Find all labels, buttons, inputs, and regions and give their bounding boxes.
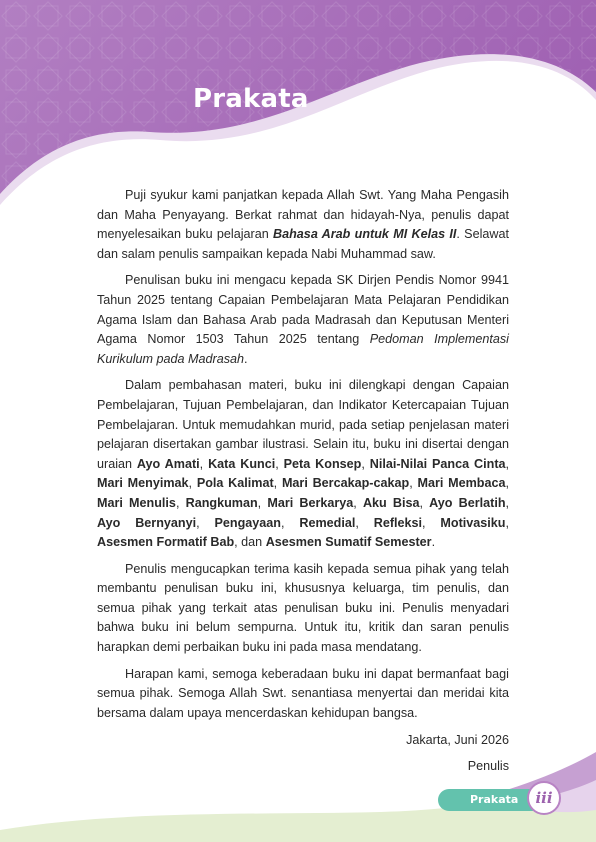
emphasis-text: Peta Konsep (283, 456, 362, 471)
body-text: , (257, 495, 268, 510)
footer-section-label: Prakata (470, 793, 519, 806)
paragraph-1 (97, 186, 509, 264)
body-text: , dan (234, 535, 266, 550)
page-number-badge (527, 781, 561, 815)
body-text: , (419, 495, 430, 510)
emphasis-text: Nilai-Nilai Panca Cinta (369, 456, 506, 471)
body-text: , (275, 456, 284, 471)
body-text: . Selawat dan salam penulis sampaikan kepada Nabi Muhammad saw. (97, 227, 509, 261)
body-text: , (505, 515, 509, 530)
preface-body (97, 186, 509, 777)
page-number: iii (535, 789, 553, 807)
body-text: , (353, 495, 363, 510)
emphasis-text: Refleksi (373, 515, 423, 530)
emphasis-text: Bahasa Arab untuk MI Kelas II (273, 227, 457, 242)
emphasis-text: Aku Bisa (362, 495, 420, 510)
body-text: , (199, 456, 209, 471)
body-text: , (422, 515, 441, 530)
emphasis-text: Rangkuman (185, 495, 258, 510)
body-text: , (505, 456, 510, 471)
emphasis-text: Mari Berkarya (267, 495, 354, 510)
body-text: , (355, 515, 374, 530)
emphasis-text: Mari Menyimak (97, 476, 189, 491)
emphasis-text: Ayo Berlatih (429, 495, 506, 510)
body-text: Harapan kami, semoga keberadaan buku ini dapat bermanfaat bagi semua pihak. Semoga Allah Swt. senantiasa menyertai dan meridai kita bersama dalam upaya mencerdaskan kehidupan bangsa. (97, 666, 509, 720)
emphasis-text: Asesmen Formatif Bab (97, 535, 235, 550)
body-text: Dalam pembahasan materi, buku ini dilengkapi dengan Capaian Pembelajaran, Tujuan Pembelajaran, dan Indikator Ketercapaian Tujuan Pembelajaran. Untuk memudahkan murid, pada setiap penjelasan materi pelajaran disertakan gambar ilustrasi. Selain itu, buku ini disertai dengan uraian (97, 378, 509, 471)
paragraph-3 (97, 376, 509, 552)
author-signature: Penulis (467, 759, 509, 774)
emphasis-text: Pengayaan (214, 515, 281, 530)
body-text: , (188, 476, 197, 491)
body-text: , (280, 515, 300, 530)
emphasis-text: Ayo Amati (136, 456, 200, 471)
body-text: Puji syukur kami panjatkan kepada Allah Swt. Yang Maha Pengasih dan Maha Penyayang. Berkat rahmat dan hidayah-Nya, penulis dapat menyelesaikan buku pelajaran (97, 188, 509, 242)
emphasis-text: Mari Membaca (417, 476, 506, 491)
emphasis-text: Pola Kalimat (196, 476, 274, 491)
emphasis-text: Kata Kunci (208, 456, 276, 471)
emphasis-text: Motivasiku (440, 515, 506, 530)
page-title: Prakata (193, 84, 309, 114)
place-date: Jakarta, Juni 2026 (406, 733, 509, 748)
emphasis-text: Remedial (299, 515, 356, 530)
body-text: , (505, 476, 510, 491)
body-text: Penulis mengucapkan terima kasih kepada semua pihak yang telah membantu penulisan buku ini, khususnya keluarga, tim penulis, dan semua pihak yang terkait atas penulisan buku ini. Penulis menyadari bahwa buku ini belum sempurna. Untuk itu, kritik dan saran penulis harapkan demi perbaikan buku ini pada masa mendatang. (97, 561, 509, 655)
emphasis-text: Mari Menulis (97, 495, 176, 510)
emphasis-text: Ayo Bernyanyi (97, 515, 197, 530)
body-text: , (409, 476, 418, 491)
body-text: , (175, 495, 186, 510)
body-text: , (361, 456, 370, 471)
paragraph-4 (97, 560, 509, 658)
body-text: , (505, 495, 510, 510)
body-text: . (431, 535, 436, 550)
body-text: , (196, 515, 215, 530)
body-text: Penulisan buku ini mengacu kepada SK Dirjen Pendis Nomor 9941 Tahun 2025 tentang Capaian Pembelajaran Mata Pelajaran Pendidikan Agama Islam dan Bahasa Arab pada Madrasah dan Keputusan Menteri Agama Nomor 1503 Tahun 2025 tentang (97, 273, 509, 347)
paragraph-5 (97, 665, 509, 724)
emphasis-text: Pedoman Implementasi Kurikulum pada Madrasah (97, 332, 509, 366)
emphasis-text: Mari Bercakap-cakap (281, 476, 410, 491)
body-text: . (244, 351, 248, 366)
emphasis-text: Asesmen Sumatif Semester (265, 535, 432, 550)
body-text: , (273, 476, 282, 491)
paragraph-2 (97, 271, 509, 369)
